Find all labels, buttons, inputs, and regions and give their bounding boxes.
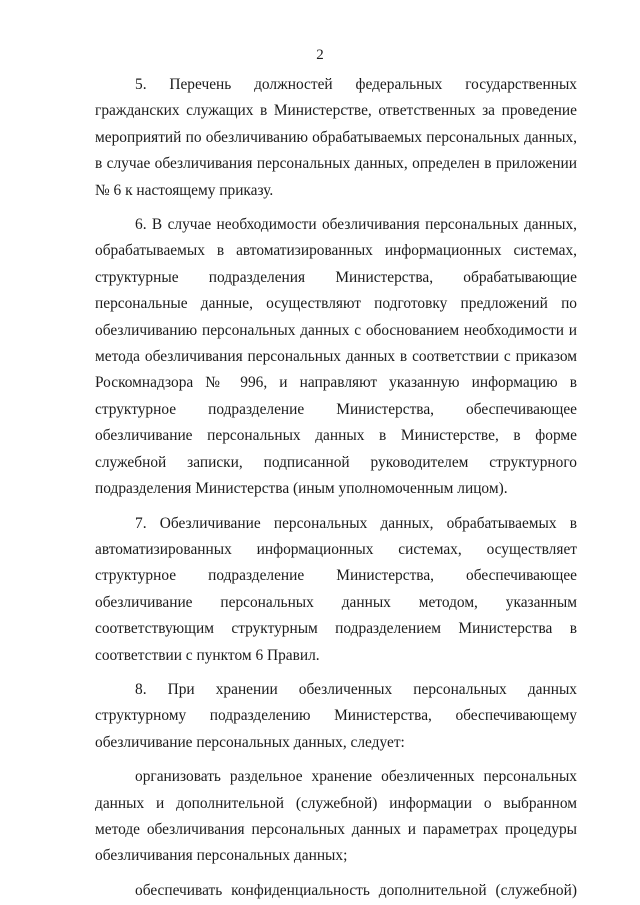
- paragraph-8-item-1: организовать раздельное хранение обезличенных персональных данных и дополнительной (служебной) информации о выбранном методе обезличивания персональных данных и параметрах процедуры обезличивания персональных данных;: [95, 768, 577, 865]
- paragraph-6: 6. В случае необходимости обезличивания персональных данных, обрабатываемых в автоматизированных информационных системах, структурные подразделения Министерства, обрабатывающие персональные данные, осуществляют подготовку предложений по обезличиванию персональных данных с обоснованием необходимости и метода обезличивания персональных данных в соответствии с приказом Роскомнадзора № 996, и направляют указанную информацию в структурное подразделение Министерства, обеспечивающее обезличивание персональных данных в Министерстве, в форме служебной записки, подписанной руководителем структурного подразделения Министерства (иным уполномоченным лицом).: [95, 216, 577, 498]
- paragraph-8-item-2: обеспечивать конфиденциальность дополнительной (служебной): [135, 881, 577, 899]
- paragraph-5: 5. Перечень должностей федеральных государственных гражданских служащих в Министерстве, ответственных за проведение мероприятий по обезличиванию обрабатываемых персональных данных, в случае обезличивания персональных данных, определен в приложении № 6 к настоящему приказу.: [95, 76, 577, 199]
- page-number: 2: [316, 47, 324, 63]
- document-body: [95, 72, 577, 904]
- paragraph-8: 8. При хранении обезличенных персональных данных структурному подразделению Министерства, обеспечивающему обезличивание персональных данных, следует:: [95, 680, 577, 751]
- paragraph-7: 7. Обезличивание персональных данных, обрабатываемых в автоматизированных информационных системах, осуществляет структурное подразделение Министерства, обеспечивающее обезличивание персональных данных методом, указанным соответствующим структурным подразделением Министерства в соответствии с пунктом 6 Правил.: [95, 514, 577, 664]
